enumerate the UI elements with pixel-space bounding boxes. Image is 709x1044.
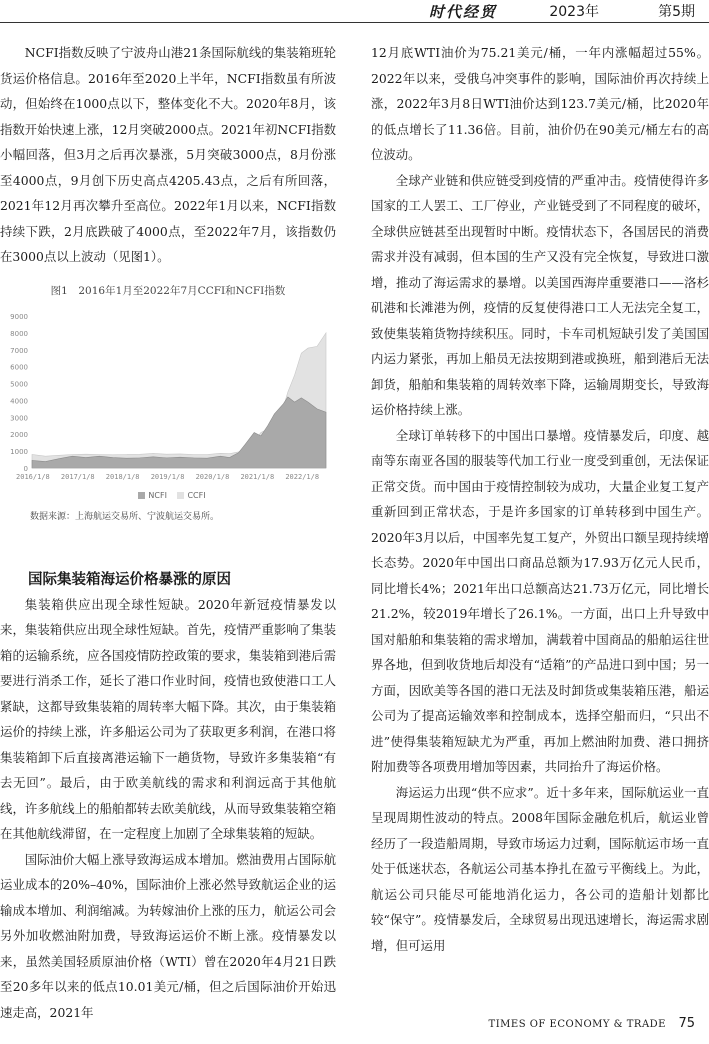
- y-tick-label: 8000: [10, 329, 28, 338]
- paragraph-container-shortage: 集装箱供应出现全球性短缺。2020年新冠疫情暴发以来，集装箱供应出现全球性短缺。首先，疫情严重影响了集装箱的运输系统，应各国疫情防控政策的要求，集装箱到港后需要进行消杀工作，延长了港口作业时间，疫情也致使港口工人紧缺，这都导致集装箱的周转率大幅下降。其次，由于集装箱运价的持续上涨，许多船运公司为了获取更多利润，在港口将集装箱卸下后直接离港运输下一趟货物，导致许多集装箱“有去无回”。最后，由于欧美航线的需求和利润远高于其他航线，许多航线上的船舶都转去欧美航线，从而导致集装箱空箱在其他航线滞留，在一定程度上加剧了全球集装箱的短缺。: [0, 596, 336, 841]
- page-header: [0, 0, 709, 22]
- left-column: [0, 40, 336, 1025]
- paragraph-shipping-capacity: 海运运力出现“供不应求”。近十多年来，国际航运业一直呈现周期性波动的特点。2008年国际金融危机后，航运业曾经历了一段造船周期，导致市场运力过剩，国际航运市场一直处于低迷状态，各航运公司基本挣扎在盈亏平衡线上。为此，航运公司只能尽可能地消化运力，各公司的造船计划都比较“保守”。疫情暴发后，全球贸易出现迅速增长，海运需求剧增，但可运用: [371, 784, 709, 953]
- y-tick-label: 1000: [10, 447, 28, 456]
- x-tick-label: 2020/1/8: [195, 472, 230, 481]
- section-heading: 国际集装箱海运价格暴涨的原因: [28, 571, 231, 588]
- y-tick-label: 0: [23, 464, 28, 473]
- paragraph-oil-price: 国际油价大幅上涨导致海运成本增加。燃油费用占国际航运业成本的20%–40%，国际油价上涨必然导致航运企业的运输成本增加、利润缩减。为转嫁油价上涨的压力，航运公司会另外加收燃油附加费，导致海运运价不断上涨。疫情暴发以来，虽然美国轻质原油价格（WTI）曾在2020年4月21日跌至20多年以来的低点10.01美元/桶，但之后国际油价开始迅速走高，2021年: [0, 851, 336, 1020]
- paragraph-ncfi-intro: NCFI指数反映了宁波舟山港21条国际航线的集装箱班轮货运价格信息。2016年至2020上半年，NCFI指数虽有所波动，但始终在1000点以下，整体变化不大。2020年8月，该指数开始快速上涨，12月突破2000点。2021年初NCFI指数小幅回落，但3月之后再次暴涨，5月突破3000点，8月份涨至4000点，9月创下历史高点4205.43点，之后有所回落，2021年12月再次攀升至高位。2022年1月以来，NCFI指数持续下跌，2月底跌破了4000点，至2022年7月，该指数仍在3000点以上波动（见图1）。: [0, 45, 336, 264]
- x-tick-label: 2019/1/8: [150, 472, 185, 481]
- y-tick-label: 5000: [10, 380, 28, 389]
- y-tick-label: 7000: [10, 346, 28, 355]
- paragraph-supply-chain: 全球产业链和供应链受到疫情的严重冲击。疫情使得许多国家的工人罢工、工厂停业，产业链受到了不同程度的破坏，全球供应链甚至出现暂时中断。疫情状态下，各国居民的消费需求并没有减弱，但本国的生产又没有完全恢复，导致进口激增，推动了海运需求的暴增。以美国西海岸重要港口——洛杉矶港和长滩港为例，疫情的反复使得港口工人无法完全复工，致使集装箱货物持续积压。同时，卡车司机短缺引发了美国国内运力紧张，再加上船员无法按期到港或换班，船到港后无法卸货，船舶和集装箱的周转效率下降，运输周期变长，导致海运价格持续上涨。: [371, 172, 709, 417]
- header-year: 2023年: [549, 4, 599, 20]
- page-number: 75: [678, 1016, 695, 1031]
- chart-svg: [0, 308, 336, 488]
- legend-label-ncfi: NCFI: [148, 490, 167, 500]
- chart-legend: [0, 490, 336, 502]
- series-area-ncfi: [32, 396, 326, 467]
- paragraph-china-exports: 全球订单转移下的中国出口暴增。疫情暴发后，印度、越南等东南亚各国的服装等代加工行业一度受到重创，无法保证正常交货。而中国由于疫情控制较为成功，大量企业复工复产重新回到正常状态，于是许多国家的订单转移到中国生产。2020年3月以后，中国率先复工复产，外贸出口额呈现持续增长态势。2020年中国出口商品总额为17.93万亿元人民币，同比增长4%；2021年出口总额高达21.73万亿元，同比增长21.2%，较2019年增长了26.1%。一方面，出口上升导致中国对船舶和集装箱的需求增加，满载着中国商品的船舶运往世界各地，但到收货地后却没有“适箱”的产品进口到中国；另一方面，因欧美等各国的港口无法及时卸货或集装箱压港，船运公司为了提高运输效率和控制成本，选择空船而归，“只出不进”使得集装箱短缺尤为严重，再加上燃油附加费、港口拥挤附加费等各项费用增加等因素，共同抬升了海运价格。: [371, 427, 709, 774]
- paragraph-wti-continued: 12月底WTI油价为75.21美元/桶，一年内涨幅超过55%。2022年以来，受俄乌冲突事件的影响，国际油价再次持续上涨，2022年3月8日WTI油价达到123.7美元/桶，比2020年的低点增长了11.36倍。目前，油价仍在90美元/桶左右的高位波动。: [371, 45, 709, 162]
- x-tick-label: 2018/1/8: [105, 472, 140, 481]
- legend-swatch-ccfi: [177, 492, 184, 499]
- header-rule: [0, 22, 709, 23]
- header-issue: 第5期: [658, 4, 695, 20]
- legend-label-ccfi: CCFI: [187, 490, 206, 500]
- right-column: [371, 40, 709, 958]
- y-tick-label: 6000: [10, 363, 28, 372]
- y-tick-label: 9000: [10, 312, 28, 321]
- journal-title: 时代经贸: [428, 3, 497, 21]
- data-source-note: 数据来源：上海航运交易所、宁波航运交易所。: [30, 511, 220, 522]
- x-tick-label: 2022/1/8: [285, 472, 320, 481]
- y-tick-label: 4000: [10, 396, 28, 405]
- y-tick-label: 3000: [10, 413, 28, 422]
- legend-swatch-ncfi: [138, 492, 145, 499]
- figure-title: 图1 2016年1月至2022年7月CCFI和NCFI指数: [50, 284, 286, 297]
- x-tick-label: 2021/1/8: [240, 472, 275, 481]
- y-tick-label: 2000: [10, 430, 28, 439]
- x-tick-label: 2017/1/8: [60, 472, 95, 481]
- footer-magazine: TIMES OF ECONOMY & TRADE: [488, 1019, 666, 1030]
- x-tick-label: 2016/1/8: [16, 472, 50, 481]
- chart-figure: [0, 308, 336, 488]
